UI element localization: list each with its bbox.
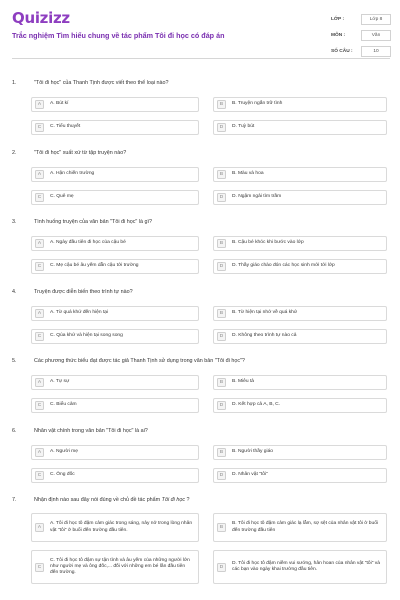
- option-b[interactable]: [213, 513, 387, 542]
- option-d[interactable]: [213, 120, 387, 135]
- option-d[interactable]: [213, 550, 387, 584]
- option-letter-badge: C: [35, 193, 44, 202]
- option-a[interactable]: [31, 445, 199, 460]
- option-text: A. Tôi đi học tô đậm cảm giác trong sáng, nảy nở trong lòng nhân vật "tôi" ở buổi đến trường đầu tiên.: [50, 521, 193, 533]
- page-title: Trắc nghiệm Tìm hiểu chung về tác phẩm Tôi đi học có đáp án: [12, 31, 225, 40]
- option-a[interactable]: [31, 236, 199, 251]
- option-b[interactable]: [213, 167, 387, 182]
- option-letter-badge: C: [35, 262, 44, 271]
- quizizz-logo[interactable]: Quizizz: [12, 9, 70, 27]
- question-number: 2.: [12, 150, 17, 156]
- option-text: D. Kết hợp cả A, B, C.: [232, 402, 281, 408]
- option-text: C. Mẹ cậu bé âu yếm dẫn cậu tới trường: [50, 263, 139, 269]
- meta-count: [331, 44, 391, 59]
- option-text: C. Biểu cảm: [50, 402, 77, 408]
- option-text: C. Tôi đi học tô đậm sự tận tình và âu yếm của những người lớn như người mẹ và ông đốc,... đối với những em bé lần đầu tiên đến trường.: [50, 557, 190, 576]
- option-c[interactable]: [31, 329, 199, 344]
- meta-count-value: 10: [361, 46, 391, 57]
- option-c[interactable]: [31, 550, 199, 584]
- option-a[interactable]: [31, 97, 199, 112]
- option-text: A. Ngày đầu tiên đi học của cậu bé: [50, 240, 126, 246]
- meta-count-label: SỐ CÂU :: [331, 49, 353, 54]
- option-letter-badge: B: [217, 100, 226, 109]
- option-letter-badge: B: [217, 378, 226, 387]
- question-number: 6.: [12, 428, 17, 434]
- meta-subject-value: Văn: [361, 30, 391, 41]
- option-letter-badge: C: [35, 332, 44, 341]
- option-a[interactable]: [31, 513, 199, 542]
- meta-grade-label: LỚP :: [331, 17, 345, 22]
- option-b[interactable]: [213, 97, 387, 112]
- option-letter-badge: D: [217, 332, 226, 341]
- option-b[interactable]: [213, 445, 387, 460]
- option-text: A. Người mẹ: [50, 449, 78, 455]
- option-letter-badge: B: [217, 309, 226, 318]
- option-b[interactable]: [213, 306, 387, 321]
- option-d[interactable]: [213, 190, 387, 205]
- option-text: A. Bút kí: [50, 101, 69, 107]
- option-letter-badge: B: [217, 170, 226, 179]
- question-text: "Tôi đi học" xuất xứ từ tập truyện nào?: [34, 150, 127, 156]
- option-text: B. Cậu bé khóc khi bước vào lớp: [232, 240, 304, 246]
- option-c[interactable]: [31, 468, 199, 483]
- option-text: C. Quê mẹ: [50, 194, 74, 200]
- option-text: D. Thầy giáo chào đón các học sinh mới tới lớp: [232, 263, 335, 269]
- question-number: 3.: [12, 219, 17, 225]
- option-a[interactable]: [31, 306, 199, 321]
- option-text: D. Nhân vật "tôi": [232, 472, 268, 478]
- option-b[interactable]: [213, 375, 387, 390]
- option-a[interactable]: [31, 167, 199, 182]
- meta-subject: [331, 28, 391, 43]
- question-text: Truyện được diễn biến theo trình tự nào?: [34, 289, 133, 295]
- option-letter-badge: A: [35, 378, 44, 387]
- option-letter-badge: A: [35, 448, 44, 457]
- option-d[interactable]: [213, 259, 387, 274]
- option-d[interactable]: [213, 398, 387, 413]
- option-text: A. Tự sự: [50, 379, 70, 385]
- option-letter-badge: A: [35, 523, 44, 532]
- option-text: C. Qúa khứ và hiện tại song song: [50, 333, 123, 339]
- header-divider: [12, 58, 390, 59]
- question-number: 5.: [12, 358, 17, 364]
- option-letter-badge: A: [35, 100, 44, 109]
- question-number: 4.: [12, 289, 17, 295]
- option-letter-badge: A: [35, 170, 44, 179]
- option-c[interactable]: [31, 190, 199, 205]
- option-c[interactable]: [31, 120, 199, 135]
- option-letter-badge: D: [217, 401, 226, 410]
- option-text: C. Tiểu thuyết: [50, 124, 81, 130]
- option-letter-badge: A: [35, 309, 44, 318]
- option-letter-badge: C: [35, 401, 44, 410]
- meta-grade: [331, 12, 391, 27]
- option-text: B. Truyện ngắn trữ tình: [232, 101, 283, 107]
- option-text: B. Người thầy giáo: [232, 449, 274, 455]
- question-text: Nhân vật chính trong văn bản "Tôi đi học" là ai?: [34, 428, 148, 434]
- option-letter-badge: D: [217, 563, 226, 572]
- quiz-meta: [331, 12, 391, 60]
- option-letter-badge: D: [217, 471, 226, 480]
- option-text: A. Hận chiến trường: [50, 171, 95, 177]
- option-text: D. Tuỳ bút: [232, 124, 255, 130]
- option-text: B. Miêu tả: [232, 379, 255, 385]
- option-letter-badge: C: [35, 123, 44, 132]
- option-text: B. Từ hiện tại nhớ về quá khứ: [232, 310, 298, 316]
- option-letter-badge: B: [217, 448, 226, 457]
- option-a[interactable]: [31, 375, 199, 390]
- option-letter-badge: B: [217, 239, 226, 248]
- question-text: "Tôi đi học" của Thanh Tịnh được viết theo thể loại nào?: [34, 80, 169, 86]
- option-text: B. Tôi đi học tô đậm cảm giác lạ lẫm, sợ sệt của nhân vật tôi ở buổi đến trường đầu tiên: [232, 521, 379, 533]
- option-c[interactable]: [31, 259, 199, 274]
- question-text: Tình huống truyện của văn bản "Tôi đi học" là gì?: [34, 219, 153, 225]
- question-text: Các phương thức biểu đạt được tác giả Thanh Tịnh sử dụng trong văn bản "Tôi đi học"?: [34, 358, 245, 364]
- option-text: D. Tôi đi học tô đậm niềm vui sướng, hân hoan của nhân vật "tôi" và các bạn vào ngày khai trường đầu tiên.: [232, 560, 380, 572]
- option-text: B. Màu và hoa: [232, 171, 264, 177]
- option-b[interactable]: [213, 236, 387, 251]
- question-number: 1.: [12, 80, 17, 86]
- option-d[interactable]: [213, 329, 387, 344]
- option-text: A. Từ quá khứ đến hiện tại: [50, 310, 109, 316]
- option-c[interactable]: [31, 398, 199, 413]
- option-letter-badge: D: [217, 193, 226, 202]
- option-letter-badge: D: [217, 262, 226, 271]
- option-letter-badge: A: [35, 239, 44, 248]
- question-text: Nhận định nào sau đây nói đúng về chủ đề tác phẩm Tôi đi học ?: [34, 497, 190, 503]
- option-letter-badge: D: [217, 123, 226, 132]
- option-text: C. Ông đốc: [50, 472, 75, 478]
- question-number: 7.: [12, 497, 17, 503]
- option-letter-badge: C: [35, 471, 44, 480]
- meta-grade-value: Lớp 8: [361, 14, 391, 25]
- meta-subject-label: MÔN :: [331, 33, 346, 38]
- option-letter-badge: B: [217, 523, 226, 532]
- option-d[interactable]: [213, 468, 387, 483]
- option-text: D. Ngậm ngải tìm trầm: [232, 194, 282, 200]
- option-letter-badge: C: [35, 563, 44, 572]
- option-text: D. Không theo trình tự nào cả: [232, 333, 297, 339]
